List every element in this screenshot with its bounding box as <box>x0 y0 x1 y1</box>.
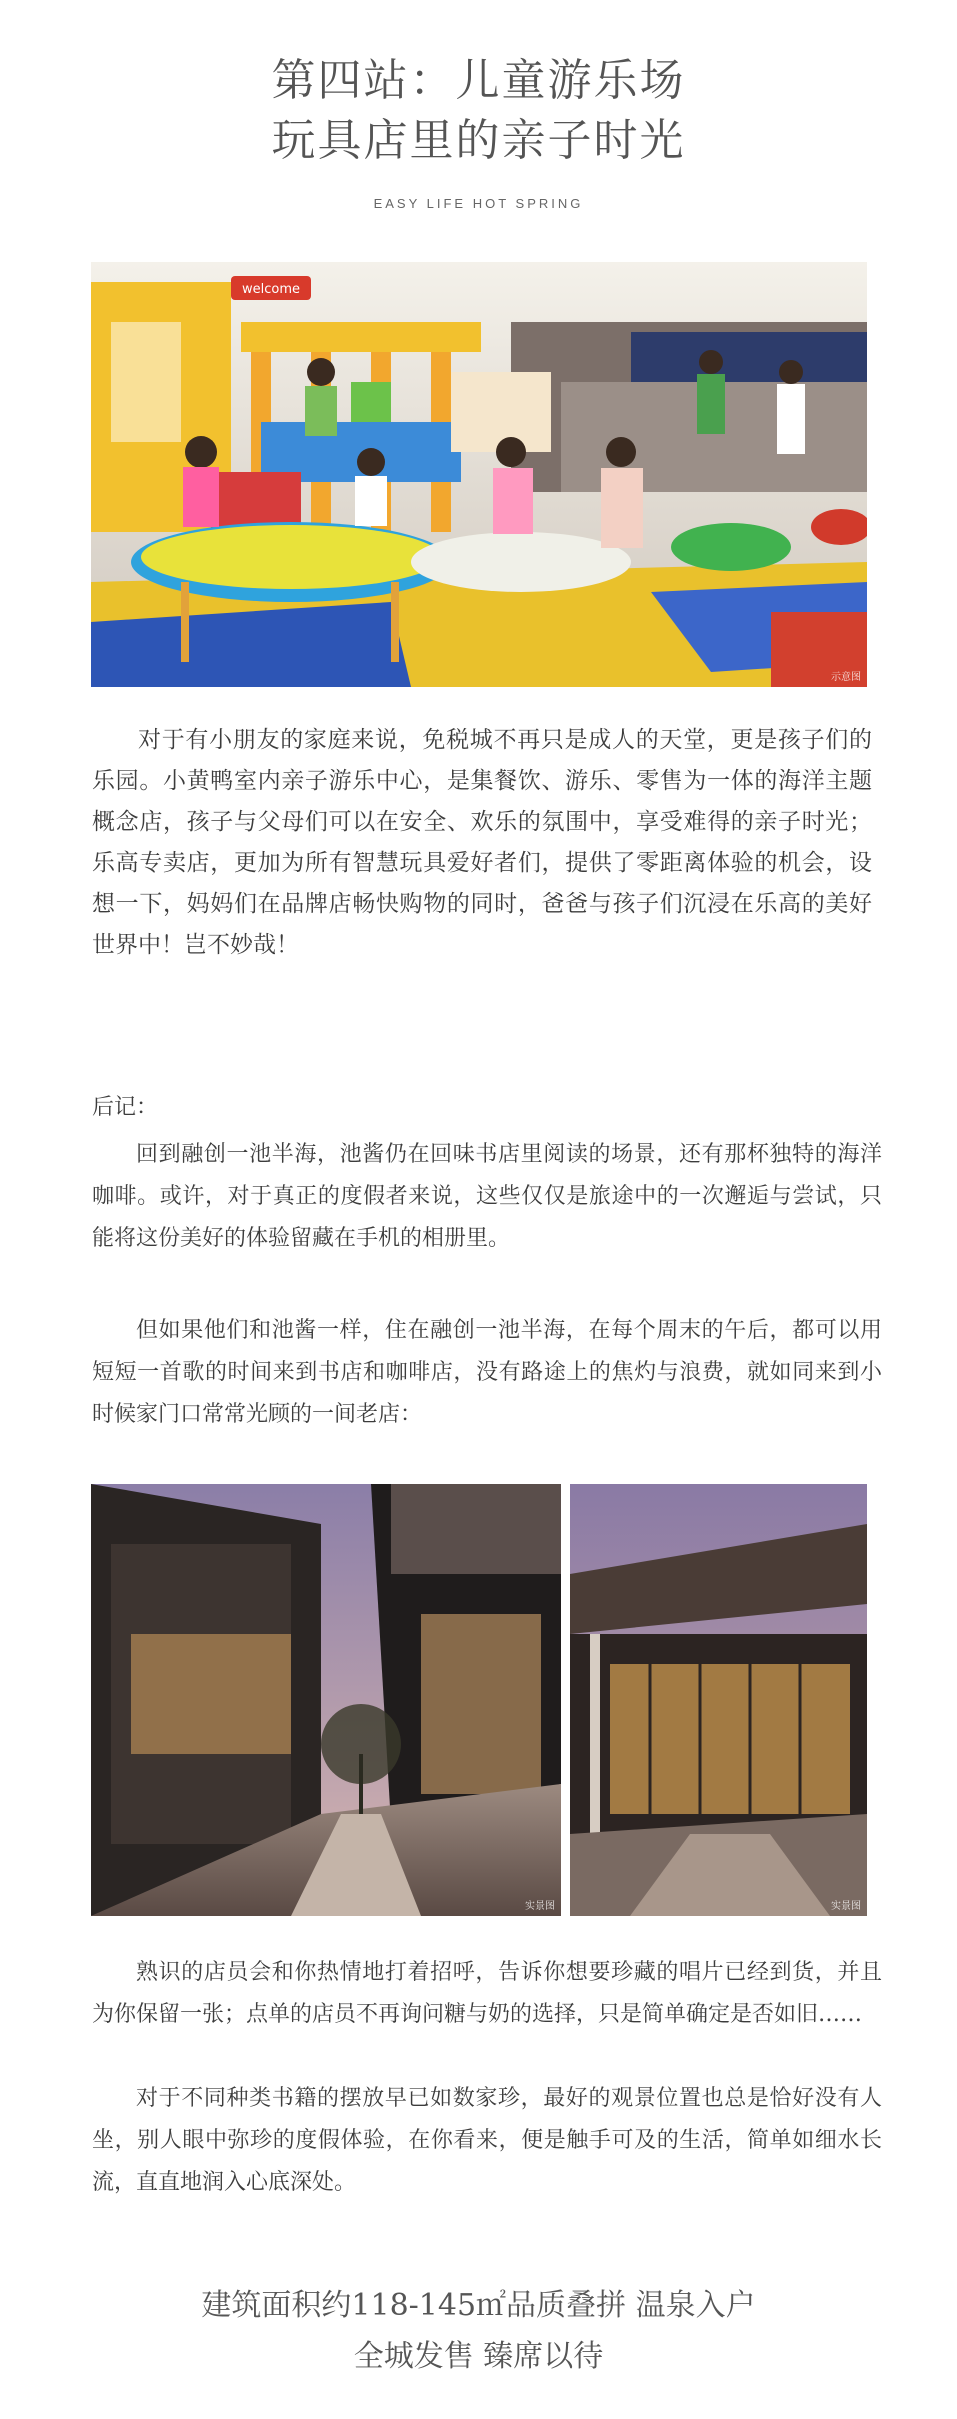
kids-playground-illustration <box>91 262 867 687</box>
paragraph-kids-section: 对于有小朋友的家庭来说，免税城不再只是成人的天堂，更是孩子们的乐园。小黄鸭室内亲子游乐中心，是集餐饮、游乐、零售为一体的海洋主题概念店，孩子与父母们可以在安全、欢乐的氛围中，享受难得的亲子时光；乐高专卖店，更加为所有智慧玩具爱好者们，提供了零距离体验的机会，设想一下，妈妈们在品牌店畅快购物的同时，爸爸与孩子们沉浸在乐高的美好世界中！岂不妙哉！ <box>92 727 872 958</box>
storefront-illustration <box>570 1484 867 1916</box>
paragraph-store-1: 熟识的店员会和你热情地打着招呼，告诉你想要珍藏的唱片已经到货，并且为你保留一张；点单的店员不再询问糖与奶的选择，只是简单确定是否如旧…… <box>92 1960 882 2027</box>
building-exterior-photo <box>91 1484 561 1916</box>
photo-caption: 示意图 <box>831 672 861 683</box>
photo-caption: 实景图 <box>831 1901 861 1912</box>
footer-line-1: 建筑面积约118-145㎡品质叠拼 温泉入户 <box>201 2288 756 2323</box>
page-title-line-2: 玩具店里的亲子时光 <box>271 115 686 166</box>
page-subtitle: EASY LIFE HOT SPRING <box>373 196 584 211</box>
paragraph-store-2: 对于不同种类书籍的摆放早已如数家珍，最好的观景位置也总是恰好没有人坐，别人眼中弥珍的度假体验，在你看来，便是触手可及的生活，简单如细水长流，直直地润入心底深处。 <box>92 2086 882 2195</box>
paragraph-afterword-1: 回到融创一池半海，池酱仍在回味书店里阅读的场景，还有那杯独特的海洋咖啡。或许，对于真正的度假者来说，这些仅仅是旅途中的一次邂逅与尝试，只能将这份美好的体验留藏在手机的相册里。 <box>92 1142 882 1251</box>
photo-caption: 实景图 <box>525 1901 555 1912</box>
building-exterior-illustration <box>91 1484 561 1916</box>
footer-line-2: 全城发售 臻席以待 <box>353 2339 604 2374</box>
paragraph-afterword-2: 但如果他们和池酱一样，住在融创一池半海，在每个周末的午后，都可以用短短一首歌的时间来到书店和咖啡店，没有路途上的焦灼与浪费，就如同来到小时候家门口常常光顾的一间老店： <box>92 1318 882 1427</box>
kids-playground-photo <box>91 262 867 687</box>
welcome-sign-text: welcome <box>241 282 301 297</box>
page-title-line-1: 第四站：儿童游乐场 <box>271 55 686 106</box>
afterword-label: 后记： <box>92 1095 159 1120</box>
storefront-photo <box>570 1484 867 1916</box>
